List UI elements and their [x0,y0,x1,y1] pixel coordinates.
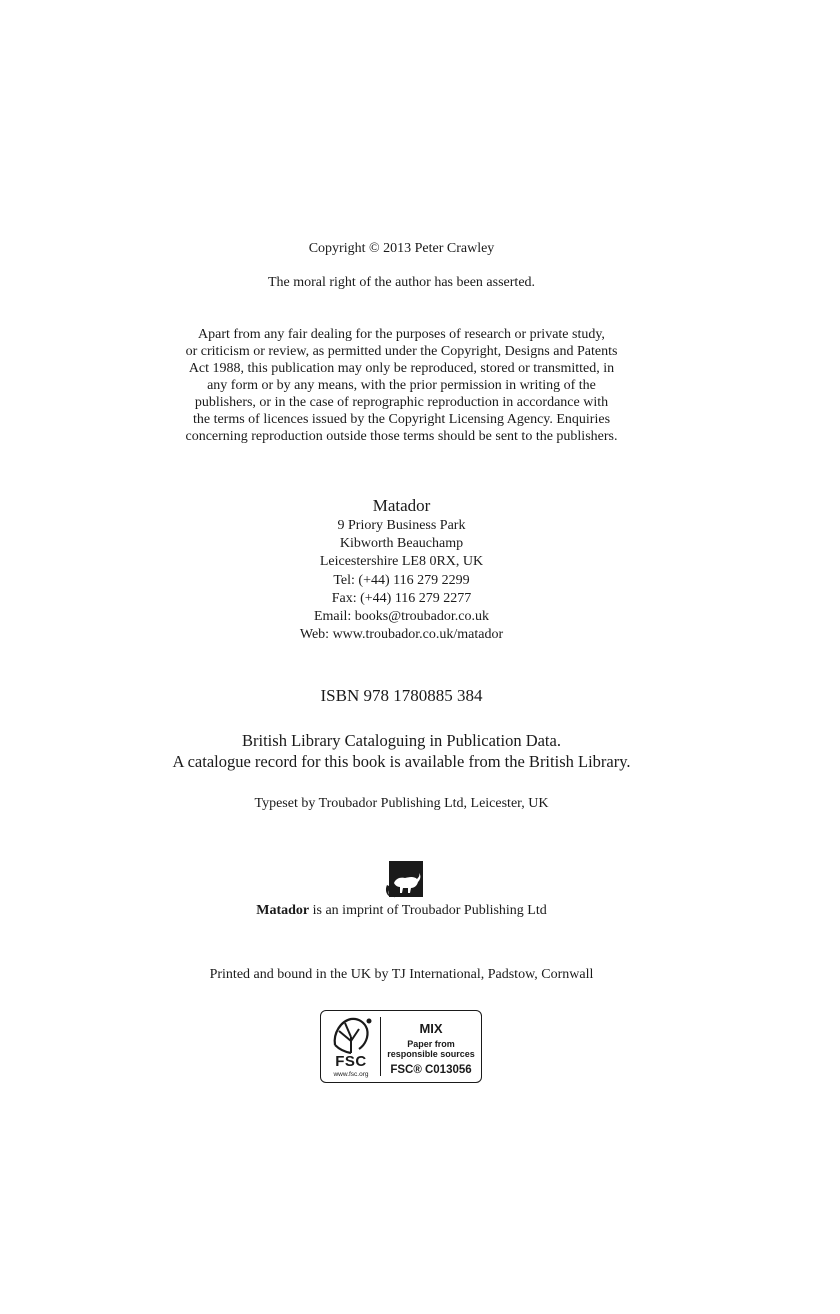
rights-line: concerning reproduction outside those terms should be sent to the publishers. [185,429,618,444]
british-library-line: A catalogue record for this book is available from the British Library. [172,752,631,771]
address-line: Tel: (+44) 116 279 2299 [333,572,470,588]
address-line: Leicestershire LE8 0RX, UK [319,554,484,570]
rights-line: publishers, or in the case of reprographic reproduction in accordance with [194,395,609,410]
imprint-line [0,903,803,919]
imprint-text: is an imprint of Troubador Publishing Ltd [309,903,547,918]
address-line: Email: books@troubador.co.uk [313,609,490,625]
moral-right-line: The moral right of the author has been asserted. [267,275,536,290]
fsc-paper-line: Paper from [407,1039,455,1049]
rights-paragraph [0,326,803,445]
publisher-address [0,517,803,644]
fsc-label [320,1010,482,1083]
copyright-line: Copyright © 2013 Peter Crawley [308,241,495,256]
rights-line: Act 1988, this publication may only be reproduced, stored or transmitted, in [188,361,615,376]
troubador-bull-logo [385,861,423,899]
rights-line: or criticism or review, as permitted under the Copyright, Designs and Patents [185,344,618,359]
british-library-line: British Library Cataloguing in Publication Data. [242,731,561,750]
address-line: Kibworth Beauchamp [339,536,464,552]
fsc-tree-icon [329,1015,373,1055]
fsc-logo-text: FSC [335,1053,367,1070]
fsc-paper-source [381,1040,481,1059]
imprint-name: Matador [256,903,310,918]
british-library-notice [0,730,803,772]
fsc-code: FSC® C013056 [390,1064,472,1076]
publisher-name: Matador [372,496,431,515]
printed-line: Printed and bound in the UK by TJ International, Padstow, Cornwall [209,967,594,982]
fsc-paper-line: responsible sources [387,1048,475,1059]
address-line: Fax: (+44) 116 279 2277 [331,590,472,606]
address-line: 9 Priory Business Park [337,518,466,533]
address-line: Web: www.troubador.co.uk/matador [299,627,504,643]
isbn: ISBN 978 1780885 384 [320,686,483,705]
typeset-line: Typeset by Troubador Publishing Ltd, Leicester, UK [254,796,549,811]
fsc-website: www.fsc.org [333,1071,369,1078]
fsc-mix: MIX [419,1021,443,1036]
rights-line: the terms of licences issued by the Copyright Licensing Agency. Enquiries [192,412,611,427]
rights-line: Apart from any fair dealing for the purposes of research or private study, [198,327,605,342]
rights-line: any form or by any means, with the prior permission in writing of the [207,378,596,393]
